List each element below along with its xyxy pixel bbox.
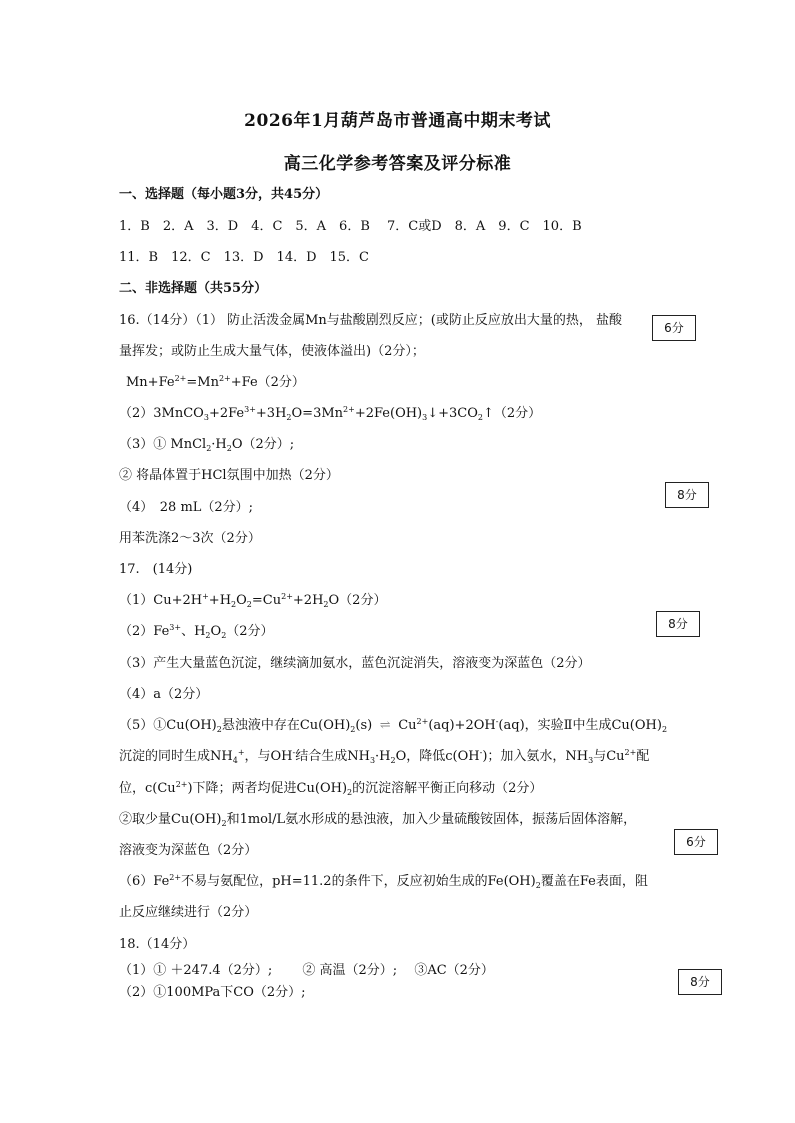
- score-box: 6分: [652, 315, 696, 341]
- score-box: 8分: [656, 611, 700, 637]
- q17-line-3: （3）产生大量蓝色沉淀，继续滴加氨水，蓝色沉淀消失，溶液变为深蓝色（2分）: [119, 656, 591, 671]
- score-box: 8分: [665, 482, 709, 508]
- q17-equation-1: $(1)Cu+2H^++H_2O_2=Cu^{2+}+2H_2O(2$分）: [119, 592, 387, 609]
- exam-title: 2026年1月葫芦岛市普通高中期末考试: [244, 111, 551, 131]
- q16-line-2: 量挥发；或防止生成大量气体，使液体溢出)（2分）；: [119, 344, 425, 359]
- q18-line-1: （1）① ＋247.4（2分）; ② 高温（2分）; ③AC（2分）: [119, 963, 494, 978]
- q17-line-10: $(6)Fe^{2+}$不易与氨配位，pH=11.2的条件下，反应初始生成的$Fe(OH)_2$覆盖在Fe表面，阻: [119, 873, 648, 890]
- choice-answers-row-2: 11．B 12．C 13．D 14．D 15．C: [119, 250, 370, 265]
- section-heading-choice: 一、选择题（每小题3分，共45分）: [119, 187, 329, 202]
- q16-line-1: 16.（14分）（1） 防止活泼金属Mn与盐酸剧烈反应；(或防止反应放出大量的热， 盐酸: [119, 313, 623, 328]
- q17-line-7: 位，$c(Cu^{2+})$下降；两者均促进$Cu(OH)_2$的沉淀溶解平衡正向移动（2分）: [119, 780, 543, 797]
- q16-line-6: ② 将晶体置于HCl氛围中加热（2分）: [119, 468, 339, 483]
- equilibrium-arrow: ⇌: [379, 718, 391, 733]
- q17-line-2: $(2)Fe^{3+}$、$H_2O_2(2$分）: [119, 623, 274, 640]
- q17-line-6: 沉淀的同时生成$NH_4^+$，与OH-结合生成$NH_3\cdot H_2O$，降低c(OH-)；加入氨水，$NH_3$与$Cu^{2+}$配: [119, 748, 650, 765]
- choice-answers-row-1: 1．B 2．A 3．D 4．C 5．A 6．B 7．C或D 8．A 9．C 10．B: [119, 219, 582, 234]
- q17-line-5: $(5)①Cu(OH)_2$悬浊液中存在$Cu(OH)_2(s)$ ⇌ $Cu^{2+}(aq)+2OH^-(aq)$，实验Ⅱ中生成$Cu(OH)_2$: [119, 717, 668, 734]
- q17-line-4: （4）a（2分）: [119, 687, 209, 702]
- q16-equation-1: $Mn+Fe^{2+}=Mn^{2+}+Fe(2$分）: [126, 374, 305, 390]
- score-box: 8分: [678, 969, 722, 995]
- q18-heading: 18.（14分）: [119, 937, 196, 952]
- answer-key-title: 高三化学参考答案及评分标准: [283, 154, 512, 174]
- section-heading-non-choice: 二、非选择题（共55分）: [119, 281, 268, 296]
- score-box: 6分: [674, 829, 718, 855]
- q16-equation-2: $(2)3MnCO_3+2Fe^{3+}+3H_2O=3Mn^{2+}+2Fe(OH)_3↓+3CO_2↑(2$分）: [119, 405, 542, 422]
- q17-line-8: ②取少量$Cu(OH)_2$和1mol/L氨水形成的悬浊液，加入少量硫酸铵固体，振荡后固体溶解，: [119, 812, 637, 828]
- q16-line-7: （4） 28 mL（2分）;: [119, 500, 254, 515]
- q17-heading: 17. (14分): [119, 562, 193, 577]
- q17-line-9: 溶液变为深蓝色（2分）: [119, 843, 258, 858]
- q18-line-2: （2）①100MPa下CO（2分）;: [119, 985, 306, 1000]
- q16-line-8: 用苯洗涤2～3次（2分）: [119, 531, 261, 546]
- q16-line-5: （3）① $MnCl_2\cdot H_2O(2$分）;: [119, 437, 295, 453]
- q17-line-11: 止反应继续进行（2分）: [119, 905, 258, 920]
